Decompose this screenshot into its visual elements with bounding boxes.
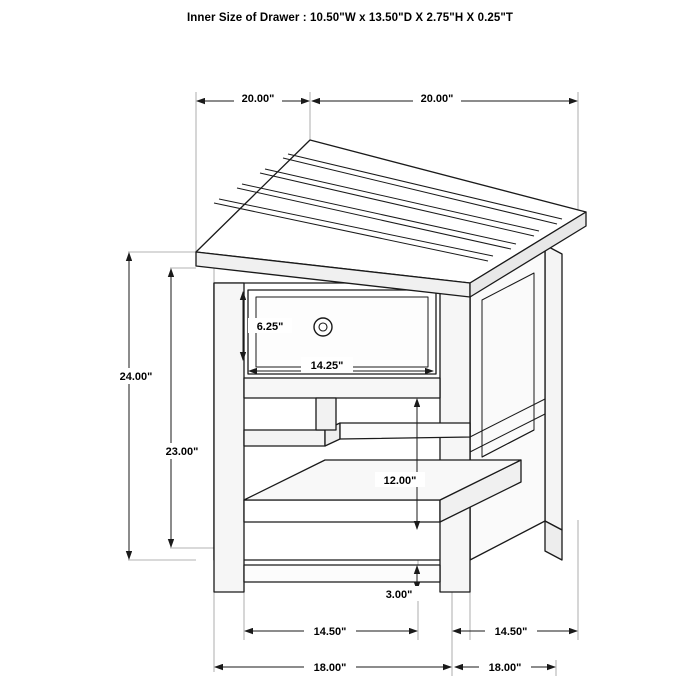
dim-label-front-outer-width: 18.00" <box>313 662 347 674</box>
table-drawing <box>196 140 586 592</box>
dim-label-side-outer-depth: 18.00" <box>488 662 522 674</box>
dim-label-body-height: 23.00" <box>165 446 199 458</box>
page-title: Inner Size of Drawer : 10.50"W x 13.50"D X 2.75"H X 0.25"T <box>186 12 514 24</box>
dim-label-leg-height: 3.00" <box>385 589 413 601</box>
dim-label-top-right-depth: 20.00" <box>420 93 454 105</box>
dim-label-shelf-clearance: 12.00" <box>383 475 417 487</box>
dim-label-overall-height: 24.00" <box>119 371 153 383</box>
dim-label-side-inner-depth: 14.50" <box>494 626 528 638</box>
dim-label-drawer-face-height: 6.25" <box>256 321 284 333</box>
dim-label-front-inner-width: 14.50" <box>313 626 347 638</box>
dim-label-drawer-face-width: 14.25" <box>310 360 344 372</box>
dim-label-top-left-width: 20.00" <box>241 93 275 105</box>
